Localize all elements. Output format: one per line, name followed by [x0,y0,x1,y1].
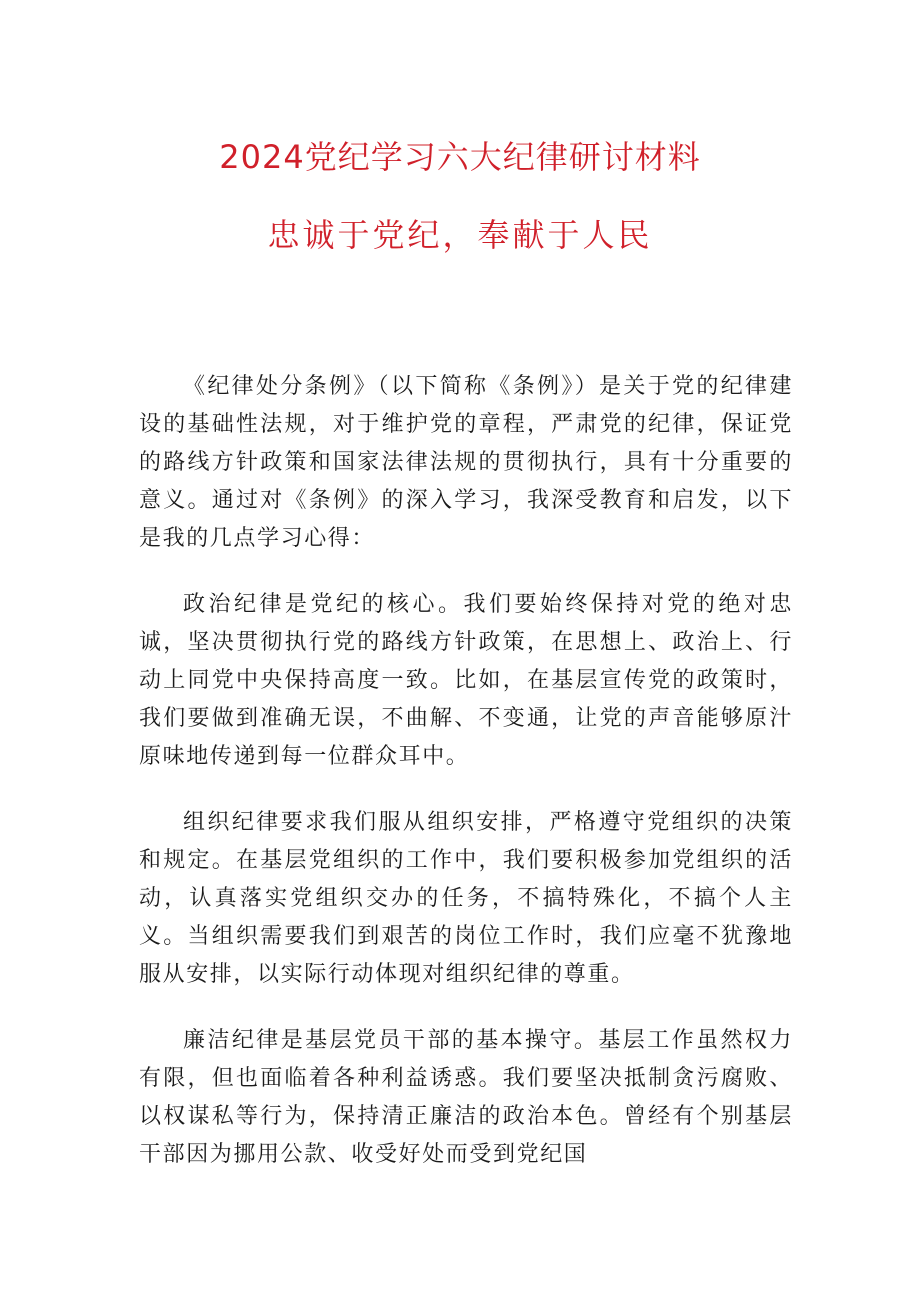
paragraph-intro: 《纪律处分条例》（以下简称《条例》）是关于党的纪律建设的基础性法规，对于维护党的章程，严肃党的纪律，保证党的路线方针政策和国家法律法规的贯彻执行，具有十分重要的意义。通过对《条例》的深入学习，我深受教育和启发，以下是我的几点学习心得： [139,374,793,551]
paragraph-political-discipline: 政治纪律是党纪的核心。我们要始终保持对党的绝对忠诚，坚决贯彻执行党的路线方针政策，在思想上、政治上、行动上同党中央保持高度一致。比如，在基层宣传党的政策时，我们要做到准确无误，不曲解、不变通，让党的声音能够原汁原味地传递到每一位群众耳中。 [139,592,793,769]
paragraph-integrity-discipline: 廉洁纪律是基层党员干部的基本操守。基层工作虽然权力有限，但也面临着各种利益诱惑。我们要坚决抵制贪污腐败、以权谋私等行为，保持清正廉洁的政治本色。曾经有个别基层干部因为挪用公款、收受好处而受到党纪国 [139,1028,793,1167]
paragraph-organizational-discipline: 组织纪律要求我们服从组织安排，严格遵守党组织的决策和规定。在基层党组织的工作中，我们要积极参加党组织的活动，认真落实党组织交办的任务，不搞特殊化，不搞个人主义。当组织需要我们到艰苦的岗位工作时，我们应毫不犹豫地服从安排，以实际行动体现对组织纪律的尊重。 [139,810,793,987]
document-body [139,368,793,1202]
document-subtitle: 忠诚于党纪，奉献于人民 [267,216,653,254]
document-title: 2024党纪学习六大纪律研讨材料 [219,138,701,176]
